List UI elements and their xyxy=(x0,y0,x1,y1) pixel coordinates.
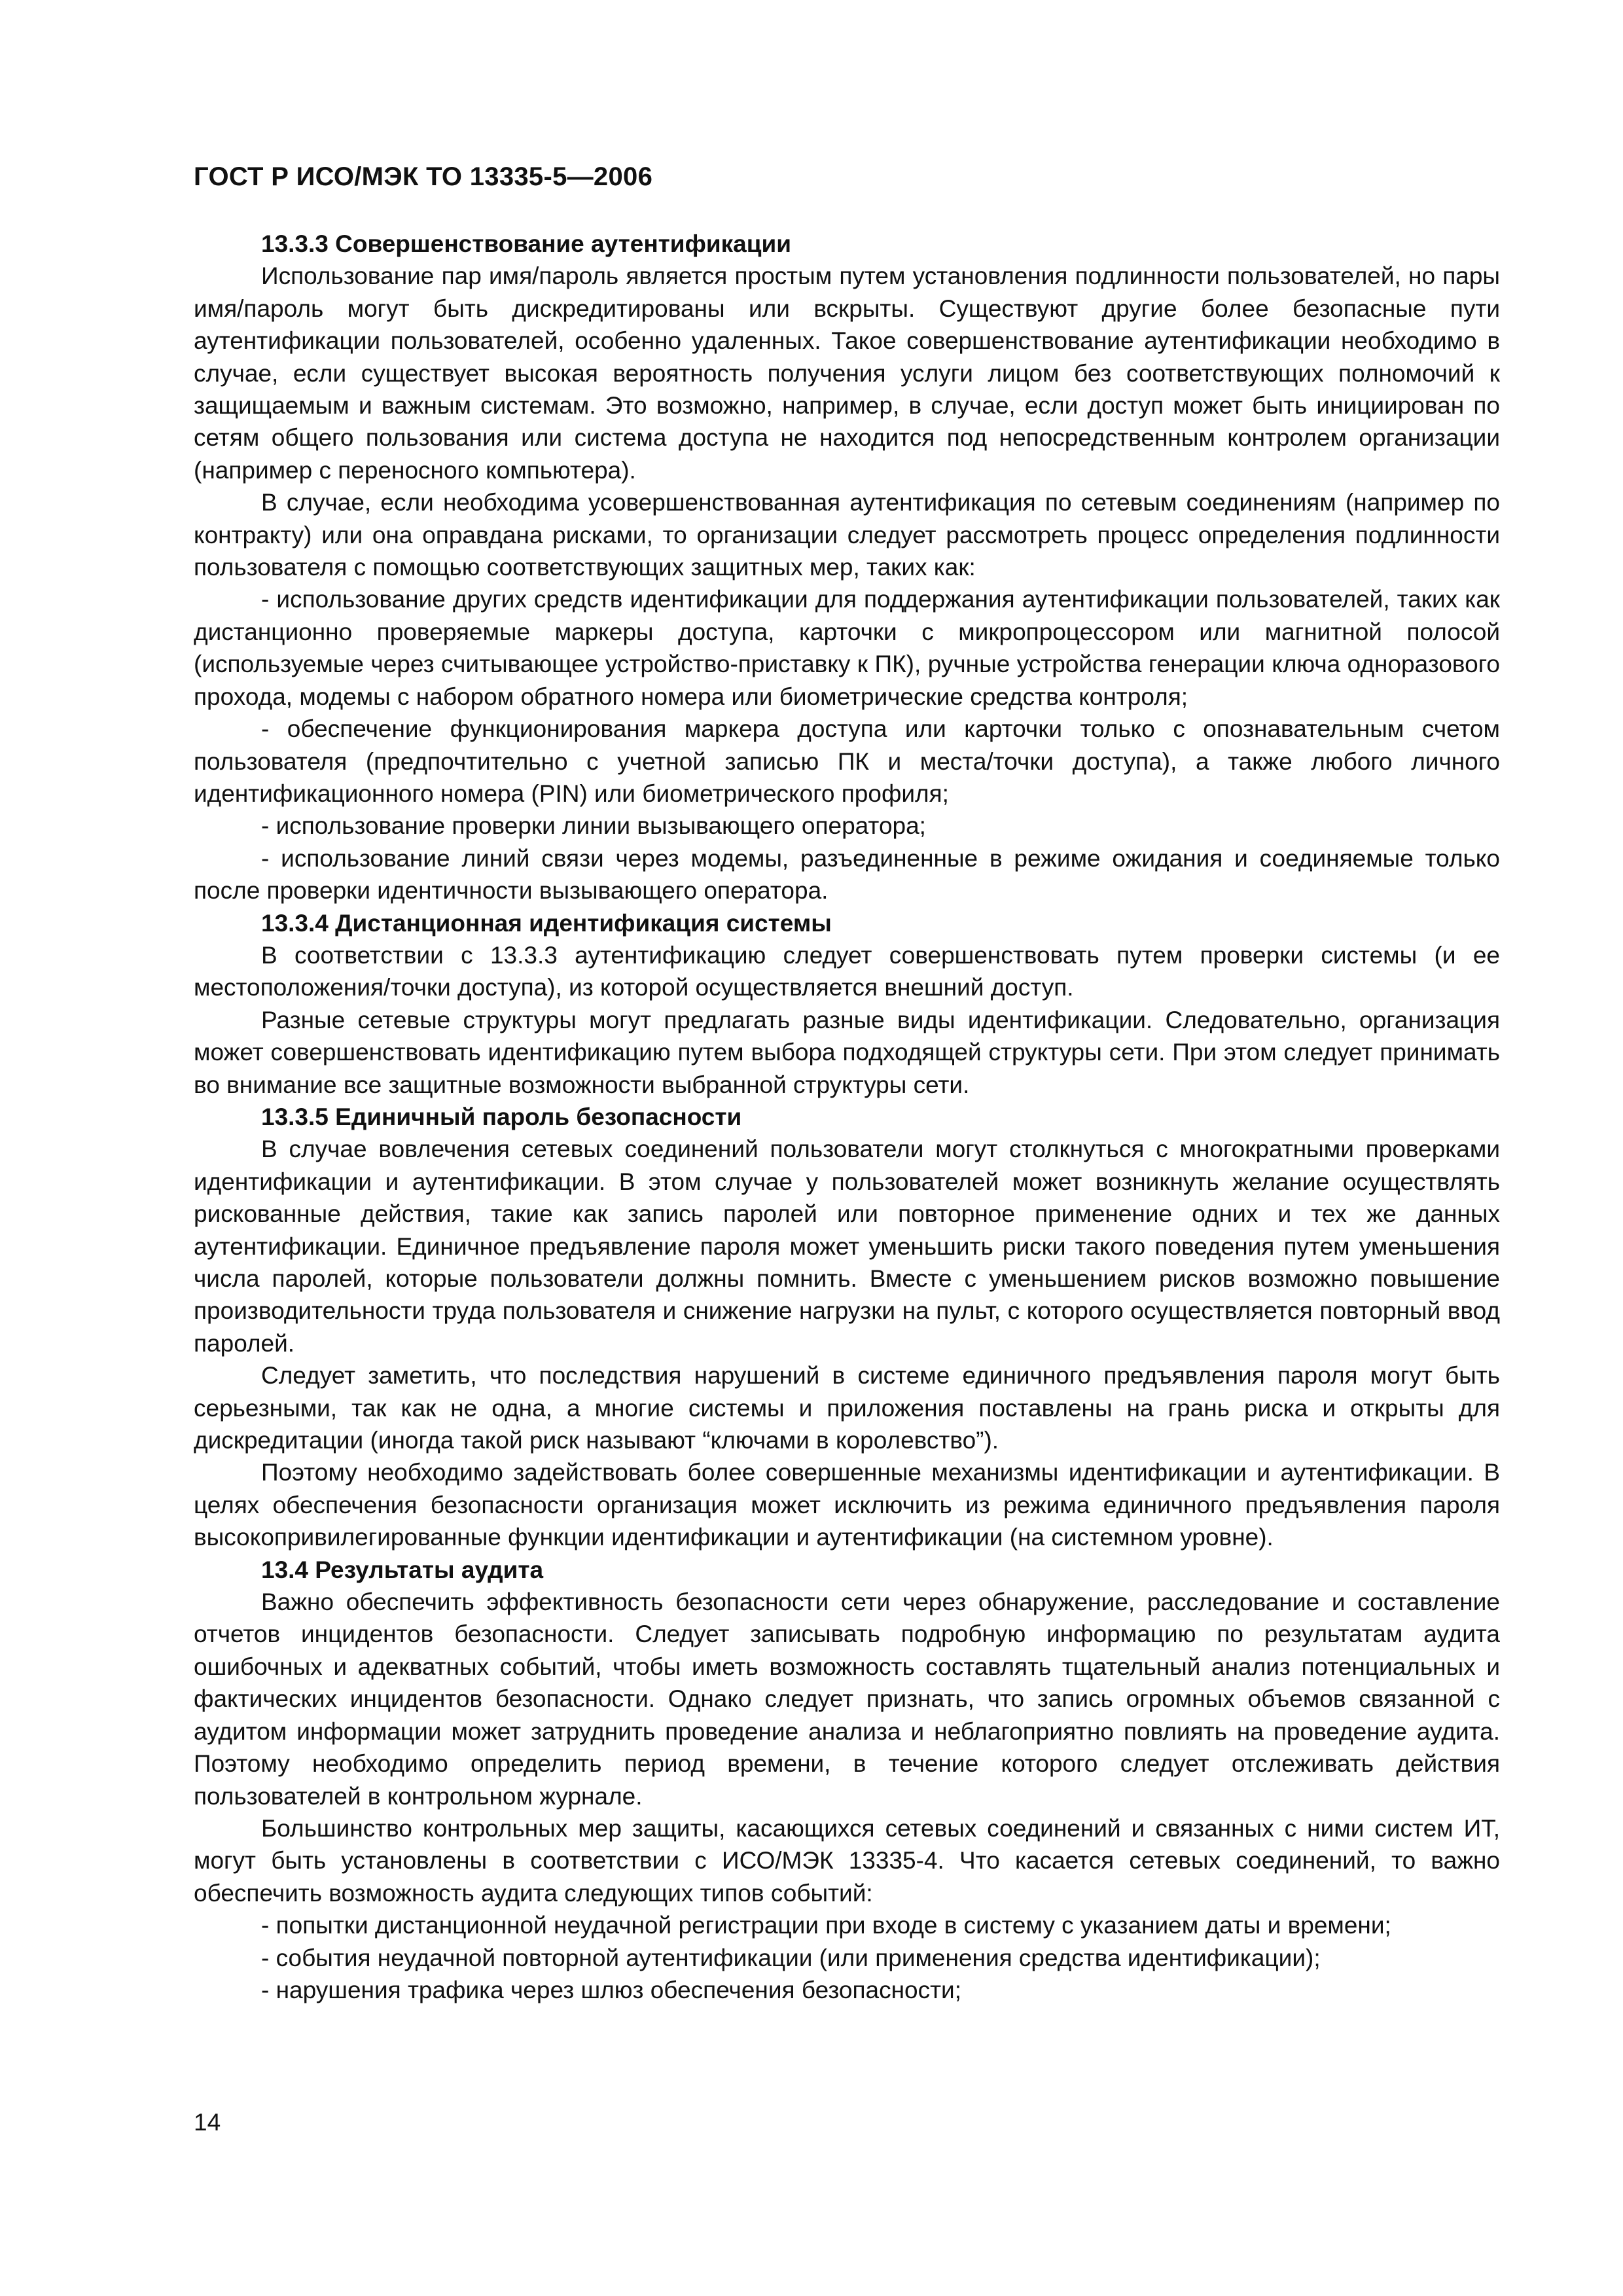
paragraph: В случае, если необходима усовершенствованная аутентификация по сетевым соединениям (например по контракту) или она оправдана рисками, то организации следует рассмотреть процесс определения подлинности пользователя с помощью соответствующих защитных мер, таких как: xyxy=(194,489,1500,581)
paragraph: Разные сетевые структуры могут предлагать разные виды идентификации. Следовательно, организация может совершенствовать идентификацию путем выбора подходящей структуры сети. При этом следует принимать во внимание все защитные возможности выбранной структуры сети. xyxy=(194,1006,1500,1098)
section-heading-13-4: 13.4 Результаты аудита xyxy=(261,1556,544,1583)
list-item: - попытки дистанционной неудачной регистрации при входе в систему с указанием даты и времени; xyxy=(261,1912,1391,1939)
paragraph: В случае вовлечения сетевых соединений пользователи могут столкнуться с многократными проверками идентификации и аутентификации. В этом случае у пользователей может возникнуть желание осуществлять рискованные действия, такие как запись паролей или повторное применение одних и тех же данных аутентификации. Единичное предъявление пароля может уменьшить риски такого поведения путем уменьшения числа паролей, которые пользователи должны помнить. Вместе с уменьшением рисков возможно повышение производительности труда пользователя и снижение нагрузки на пульт, с которого осуществляется повторный ввод паролей. xyxy=(194,1136,1500,1357)
list-item: - использование линий связи через модемы, разъединенные в режиме ожидания и соединяемые только после проверки идентичности вызывающего оператора. xyxy=(194,844,1500,905)
list-item: - нарушения трафика через шлюз обеспечения безопасности; xyxy=(261,1976,962,2003)
page-number: 14 xyxy=(194,2109,221,2136)
document-header-title: ГОСТ Р ИСО/МЭК ТО 13335-5—2006 xyxy=(194,162,653,191)
paragraph: Использование пар имя/пароль является простым путем установления подлинности пользователей, но пары имя/пароль могут быть дискредитированы или вскрыты. Существуют другие более безопасные пути аутентификации пользователей, особенно удаленных. Такое совершенствование аутентификации необходимо в случае, если существует высокая вероятность получения услуги лицом без соответствующих полномочий к защищаемым и важным системам. Это возможно, например, в случае, если доступ может быть инициирован по сетям общего пользования или система доступа не находится под непосредственным контролем организации (например с переносного компьютера). xyxy=(194,262,1500,484)
section-heading-13-3-5: 13.3.5 Единичный пароль безопасности xyxy=(261,1103,742,1130)
paragraph: Большинство контрольных мер защиты, касающихся сетевых соединений и связанных с ними систем ИТ, могут быть установлены в соответствии с ИСО/МЭК 13335-4. Что касается сетевых соединений, то важно обеспечить возможность аудита следующих типов событий: xyxy=(194,1814,1500,1907)
paragraph: Поэтому необходимо задействовать более совершенные механизмы идентификации и аутентификации. В целях обеспечения безопасности организация может исключить из режима единичного предъявления пароля высокопривилегированные функции идентификации и аутентификации (на системном уровне). xyxy=(194,1459,1500,1551)
section-heading-13-3-3: 13.3.3 Совершенствование аутентификации xyxy=(261,230,791,257)
paragraph: Важно обеспечить эффективность безопасности сети через обнаружение, расследование и составление отчетов инцидентов безопасности. Следует записывать подробную информацию по результатам аудита ошибочных и адекватных событий, чтобы иметь возможность составлять тщательный анализ потенциальных и фактических инцидентов безопасности. Однако следует признать, что запись огромных объемов связанной с аудитом информации может затруднить проведение анализа и неблагоприятно повлиять на проведение аудита. Поэтому необходимо определить период времени, в течение которого следует отслеживать действия пользователей в контрольном журнале. xyxy=(194,1588,1500,1810)
list-item: - использование проверки линии вызывающего оператора; xyxy=(261,812,926,840)
paragraph: В соответствии с 13.3.3 аутентификацию следует совершенствовать путем проверки системы (и ее местоположения/точки доступа), из которой осуществляется внешний доступ. xyxy=(194,941,1500,1001)
document-body xyxy=(194,228,1500,2006)
list-item: - события неудачной повторной аутентификации (или применения средства идентификации); xyxy=(261,1944,1321,1971)
list-item: - обеспечение функционирования маркера доступа или карточки только с опознавательным счетом пользователя (предпочтительно с учетной записью ПК и места/точки доступа), а также любого личного идентификационного номера (PIN) или биометрического профиля; xyxy=(194,715,1500,807)
paragraph: Следует заметить, что последствия нарушений в системе единичного предъявления пароля могут быть серьезными, так как не одна, а многие системы и приложения поставлены на грань риска и открыты для дискредитации (иногда такой риск называют “ключами в королевство”). xyxy=(194,1362,1500,1454)
section-heading-13-3-4: 13.3.4 Дистанционная идентификация системы xyxy=(261,909,832,937)
list-item: - использование других средств идентификации для поддержания аутентификации пользователей, таких как дистанционно проверяемые маркеры доступа, карточки с микропроцессором или магнитной полосой (используемые через считывающее устройство-приставку к ПК), ручные устройства генерации ключа одноразового прохода, модемы с набором обратного номера или биометрические средства контроля; xyxy=(194,586,1500,710)
